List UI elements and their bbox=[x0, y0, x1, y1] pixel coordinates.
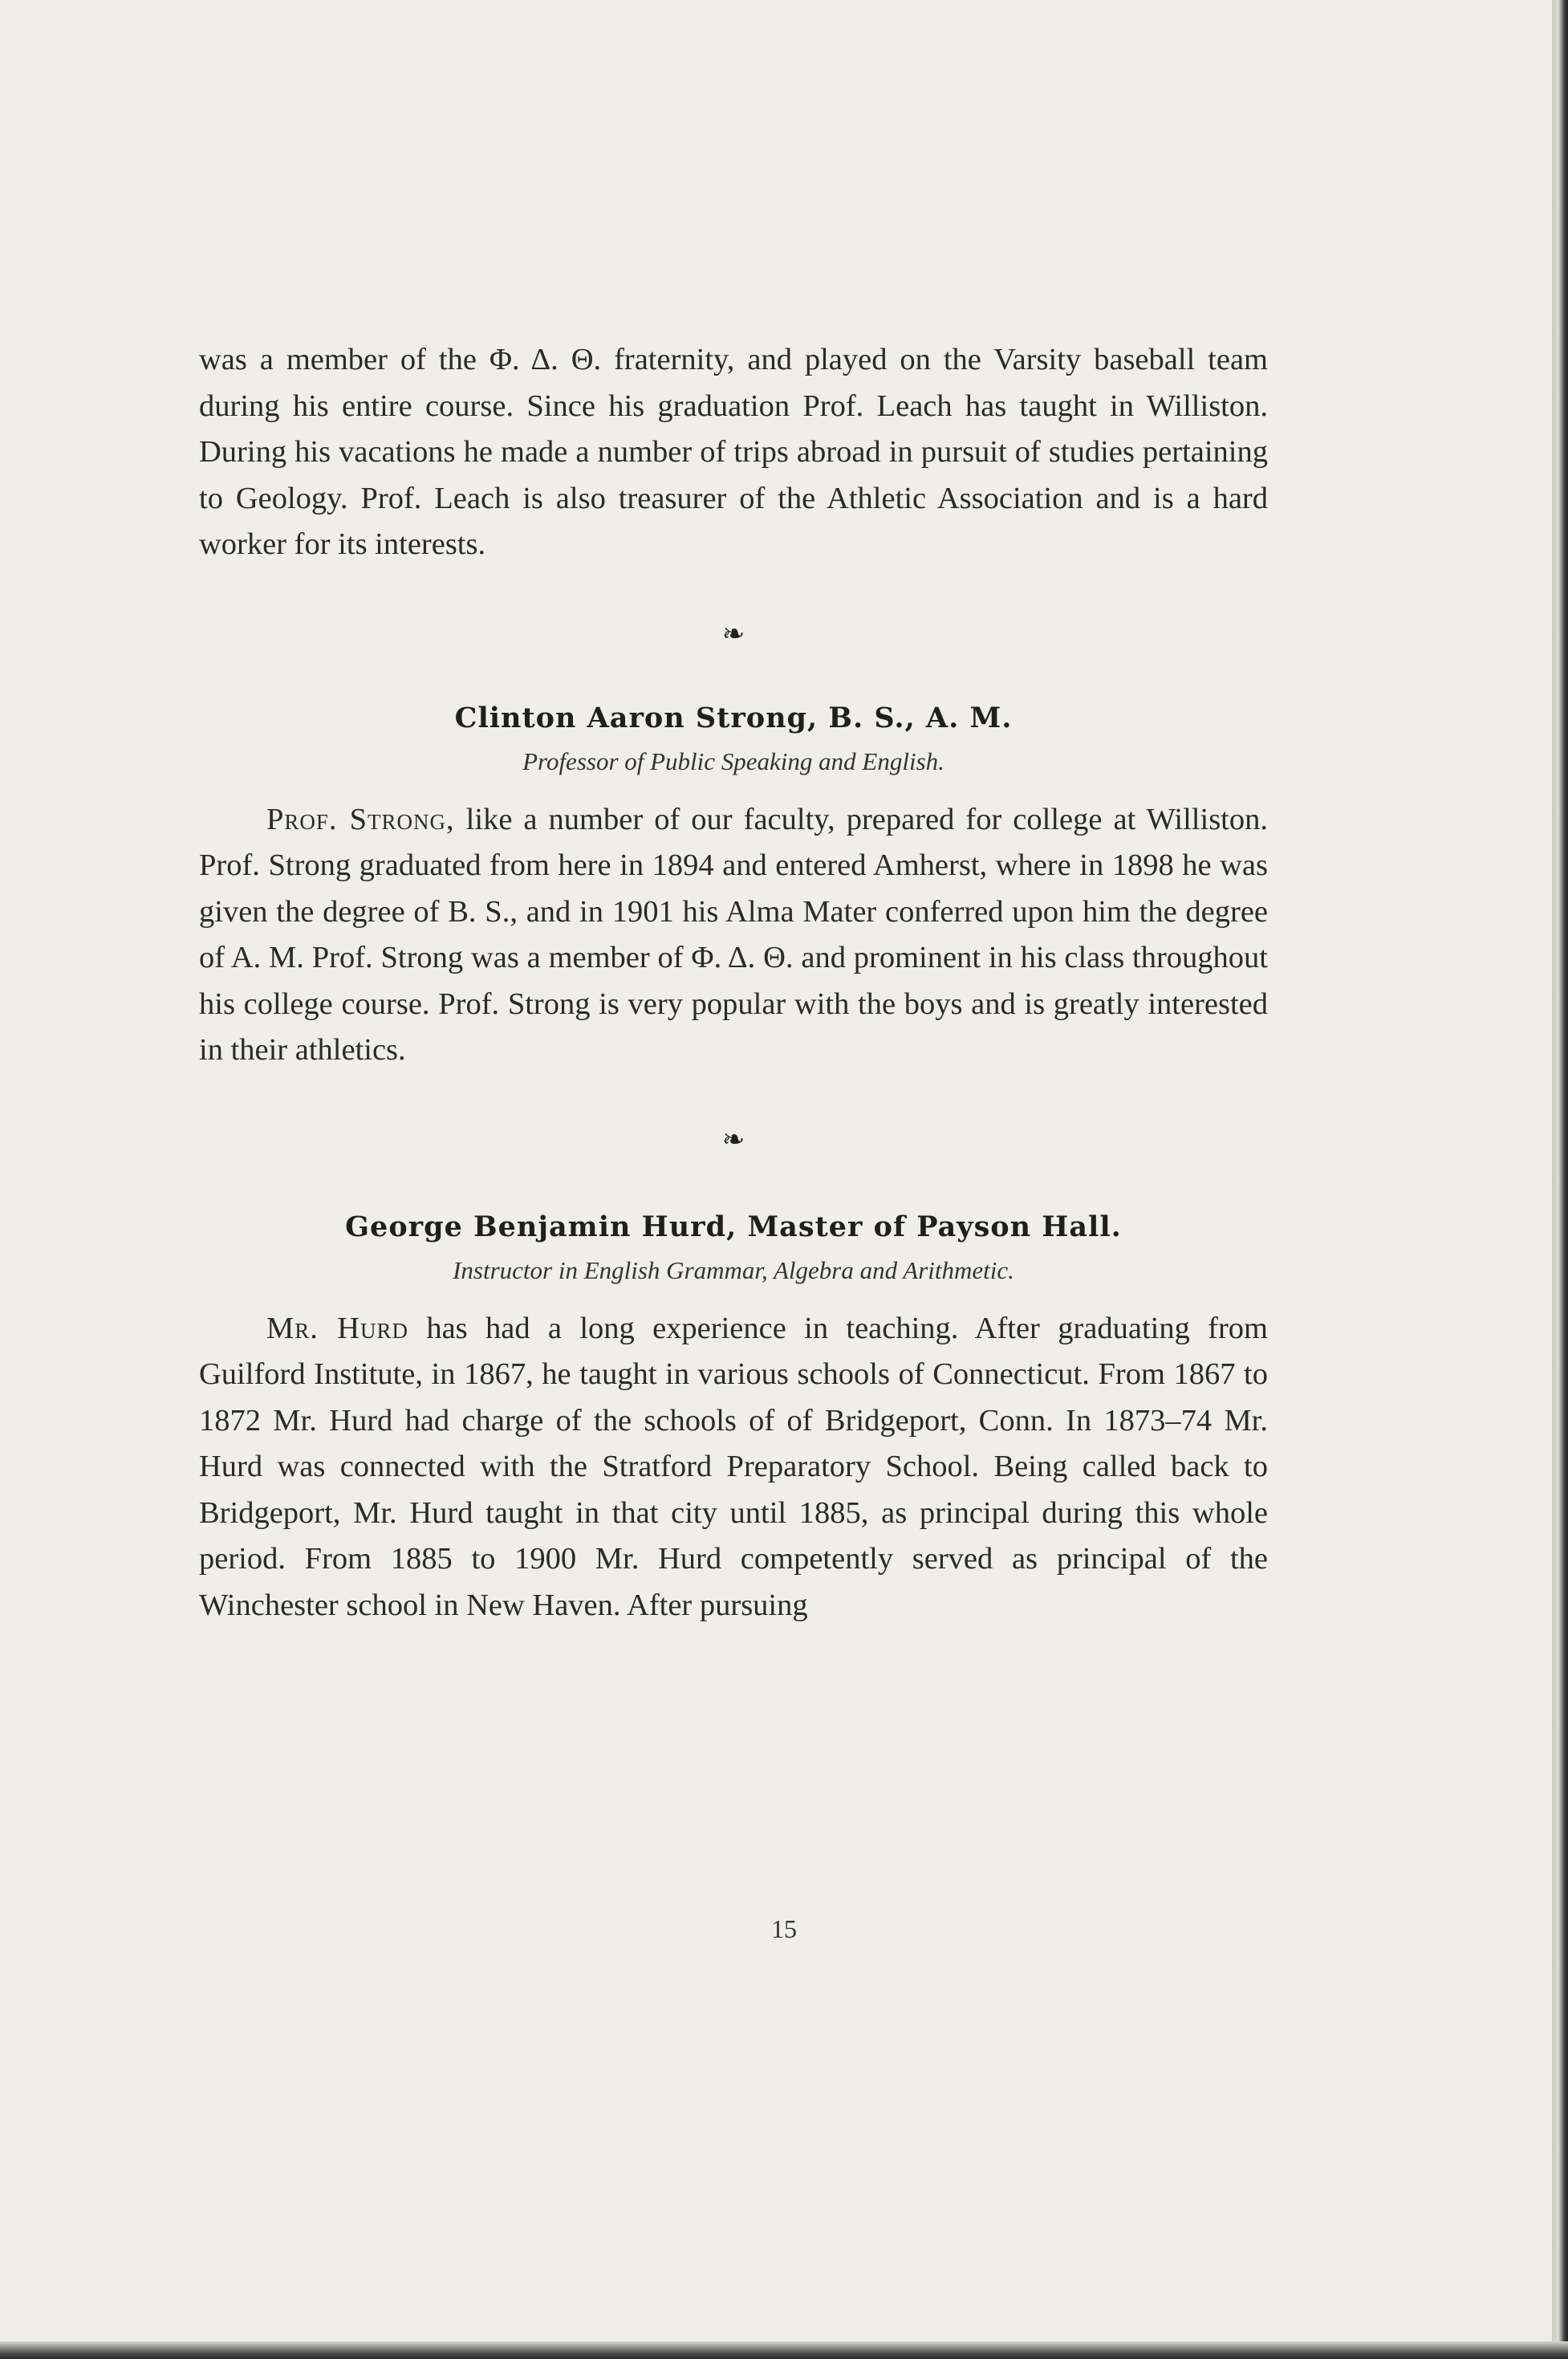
continuation-paragraph: was a member of the Φ. Δ. Θ. fraternity, and played on the Varsity baseball team during his entire course. Since his graduation Prof. Leach has taught in Williston. During his vacations he made a number of trips abroad in pursuit of studies pertaining to Geology. Prof. Leach is also treasurer of the Athletic Association and is a hard worker for its interests. bbox=[199, 343, 1268, 561]
paragraph-strong-text: like a number of our faculty, prepared for college at Williston. Prof. Strong graduated from here in 1894 and entered Amherst, where in 1898 he was given the degree of B. S., and in 1901 his Alma Mater conferred upon him the degree of A. M. Prof. Strong was a member of Φ. Δ. Θ. and prominent in his class throughout his college course. Prof. Strong is very popular with the boys and is greatly interested in their athletics. bbox=[199, 802, 1268, 1067]
ornament-1: ❧ bbox=[721, 617, 745, 650]
section-heading-strong: Clinton Aaron Strong, B. S., A. M. bbox=[454, 701, 1013, 734]
paragraph-hurd-text: has had a long experience in teaching. After graduating from Guilford Institute, in 1867, he taught in various schools of Connecticut. From 1867 to 1872 Mr. Hurd had charge of the schools of of Bridgeport, Conn. In 1873–74 Mr. Hurd was connected with the Stratford Preparatory School. Being called back to Bridgeport, Mr. Hurd taught in that city until 1885, as principal during this whole period. From 1885 to 1900 Mr. Hurd competently served as principal of the Winchester school in New Haven. After pursuing bbox=[199, 1311, 1268, 1622]
ornament-2: ❧ bbox=[721, 1123, 745, 1156]
page-number: 15 bbox=[771, 1914, 797, 1943]
scan-edge-right bbox=[1552, 0, 1568, 2359]
scan-edge-bottom bbox=[0, 2341, 1568, 2359]
section-subtitle-strong: Professor of Public Speaking and English. bbox=[522, 746, 944, 775]
lead-in-strong: Prof. Strong, bbox=[266, 802, 455, 836]
section-heading-hurd: George Benjamin Hurd, Master of Payson Hall. bbox=[345, 1210, 1122, 1243]
paragraph-strong bbox=[199, 797, 1268, 1074]
lead-in-hurd: Mr. Hurd bbox=[266, 1311, 409, 1345]
paragraph-hurd bbox=[199, 1306, 1268, 1629]
section-subtitle-hurd: Instructor in English Grammar, Algebra and Arithmetic. bbox=[453, 1255, 1014, 1284]
page-content bbox=[199, 337, 1268, 1629]
